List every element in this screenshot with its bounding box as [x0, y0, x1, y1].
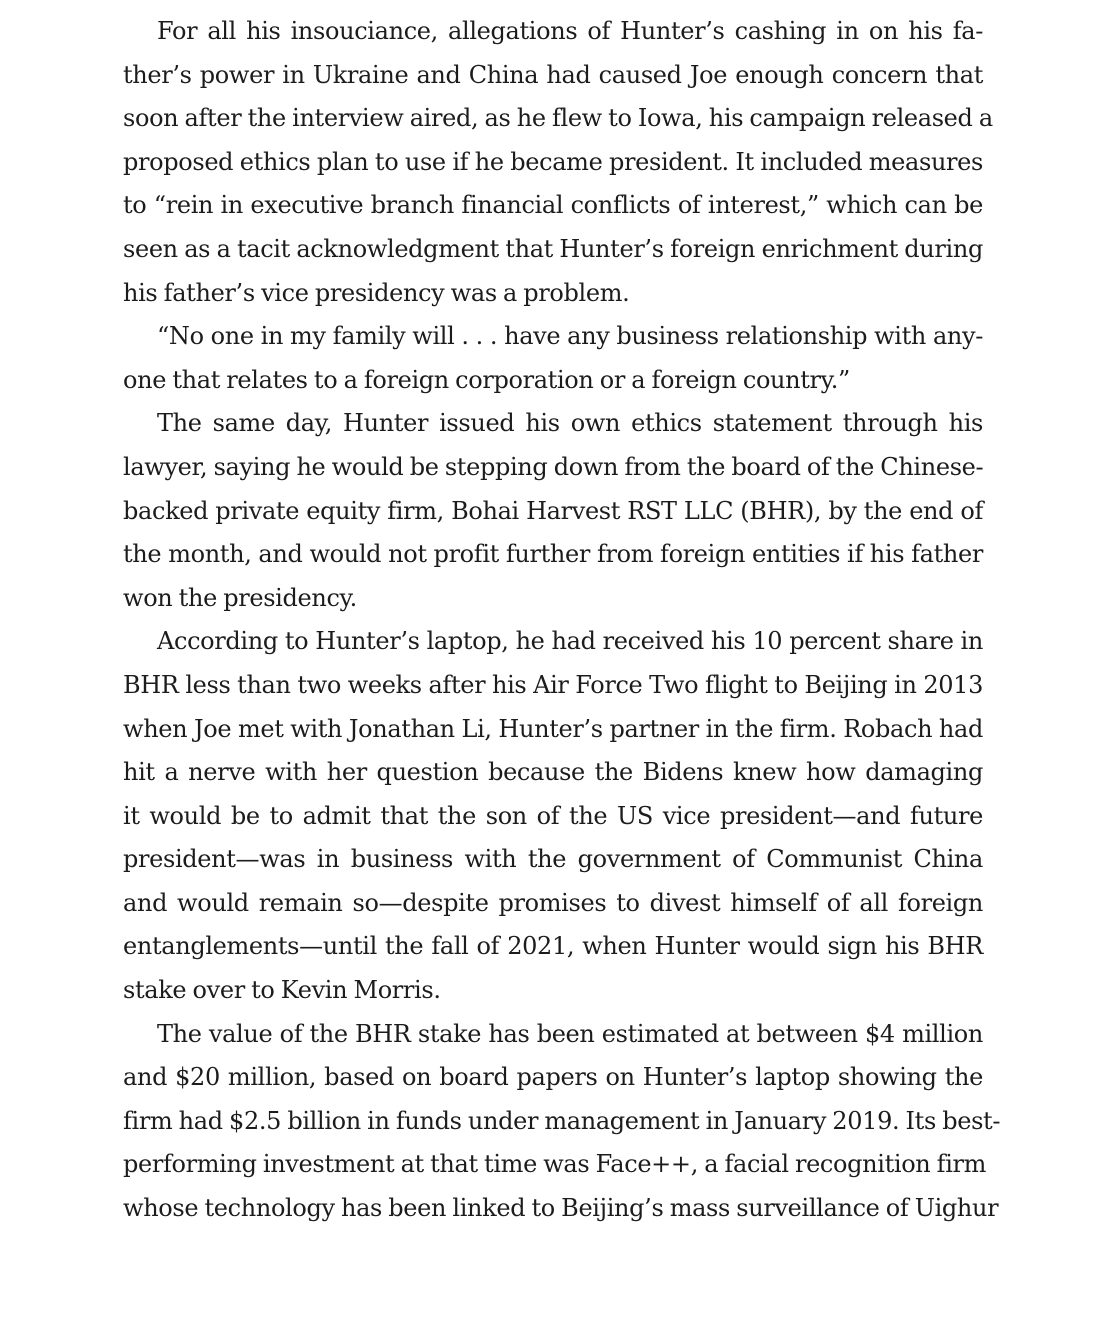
paragraph	[123, 1013, 1001, 1231]
body-text	[123, 10, 1001, 1231]
text-line: performing investment at that time was Face++, a facial recognition firm	[123, 1150, 987, 1179]
paragraph	[123, 402, 983, 620]
text-line: and would remain so—despite promises to divest himself of all foreign	[123, 888, 983, 917]
text-line: whose technology has been linked to Beijing’s mass surveillance of Uighur	[123, 1194, 999, 1223]
text-line: it would be to admit that the son of the US vice president—and future	[123, 801, 983, 830]
text-line: one that relates to a foreign corporation or a foreign country.”	[123, 365, 850, 394]
text-line: when Joe met with Jonathan Li, Hunter’s partner in the firm. Robach had	[123, 714, 983, 743]
text-line: and $20 million, based on board papers on Hunter’s laptop showing the	[123, 1063, 983, 1092]
text-line: won the presidency.	[123, 583, 357, 612]
text-line: the month, and would not profit further from foreign entities if his father	[123, 540, 983, 569]
paragraph	[123, 620, 983, 1012]
text-line: entanglements—until the fall of 2021, when Hunter would sign his BHR	[123, 932, 983, 961]
text-line: his father’s vice presidency was a problem.	[123, 278, 630, 307]
text-line: BHR less than two weeks after his Air Force Two flight to Beijing in 2013	[123, 670, 983, 699]
text-line: seen as a tacit acknowledgment that Hunter’s foreign enrichment during	[123, 234, 983, 263]
text-line: The value of the BHR stake has been estimated at between $4 million	[157, 1019, 983, 1048]
text-line: backed private equity firm, Bohai Harvest RST LLC (BHR), by the end of	[123, 496, 983, 525]
text-line: According to Hunter’s laptop, he had received his 10 percent share in	[157, 627, 983, 656]
text-line: stake over to Kevin Morris.	[123, 976, 441, 1005]
text-line: president—was in business with the government of Communist China	[123, 845, 983, 874]
text-line: firm had $2.5 billion in funds under management in January 2019. Its best-	[123, 1106, 1001, 1135]
text-line: to “rein in executive branch financial conflicts of interest,” which can be	[123, 191, 983, 220]
text-line: lawyer, saying he would be stepping down from the board of the Chinese-	[123, 452, 984, 481]
text-line: soon after the interview aired, as he flew to Iowa, his campaign released a	[123, 104, 993, 133]
text-line: hit a nerve with her question because the Bidens knew how damaging	[123, 758, 983, 787]
paragraph	[123, 315, 983, 402]
text-line: For all his insouciance, allegations of Hunter’s cashing in on his fa-	[157, 17, 983, 45]
text-line: “No one in my family will . . . have any business relationship with any-	[157, 322, 983, 351]
text-line: The same day, Hunter issued his own ethics statement through his	[157, 409, 983, 438]
cut-off-previous-line	[290, 0, 470, 5]
paragraph	[123, 10, 993, 315]
text-line: proposed ethics plan to use if he became president. It included measures	[123, 147, 983, 176]
text-line: ther’s power in Ukraine and China had caused Joe enough concern that	[123, 60, 983, 89]
